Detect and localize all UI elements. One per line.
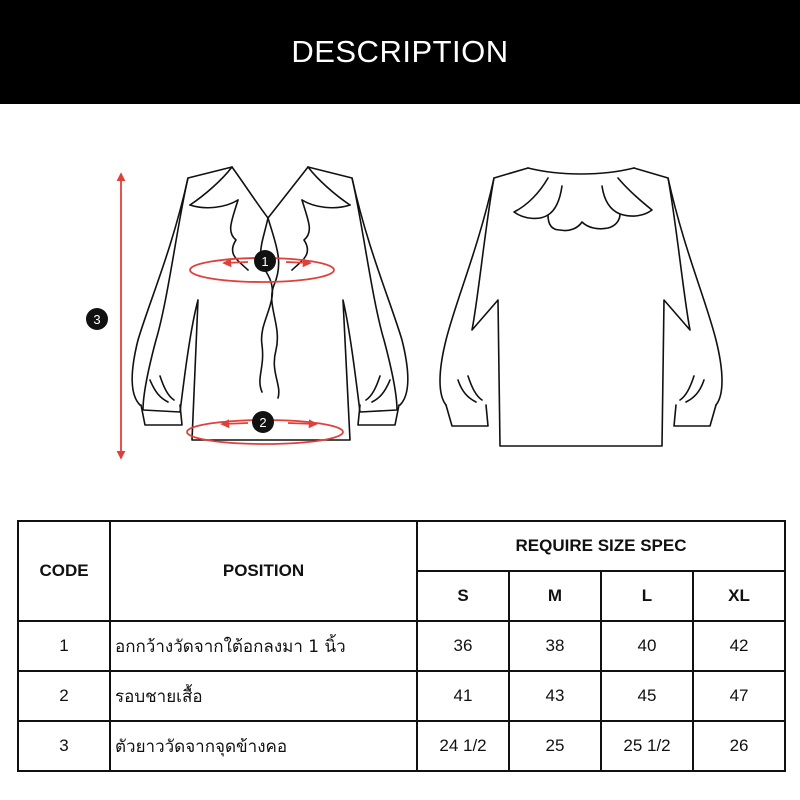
header-size-l: L — [601, 571, 693, 621]
front-blouse — [132, 167, 408, 440]
chest-arrow-right — [286, 262, 310, 263]
row-value-m: 43 — [509, 671, 601, 721]
svg-text:3: 3 — [93, 312, 101, 327]
row-value-s: 24 1/2 — [417, 721, 509, 771]
size-spec-table — [17, 520, 786, 772]
table-header-row — [18, 521, 785, 571]
row-value-xl: 47 — [693, 671, 785, 721]
row-value-l: 25 1/2 — [601, 721, 693, 771]
header-size-xl: XL — [693, 571, 785, 621]
row-value-xl: 26 — [693, 721, 785, 771]
hem-arrow-left — [222, 423, 248, 424]
table-row — [18, 671, 785, 721]
row-value-s: 41 — [417, 671, 509, 721]
header-require-size-spec: REQUIRE SIZE SPEC — [417, 521, 785, 571]
header-size-s: S — [417, 571, 509, 621]
row-value-xl: 42 — [693, 621, 785, 671]
marker-2 — [252, 411, 274, 433]
row-position: รอบชายเสื้อ — [110, 671, 417, 721]
svg-text:1: 1 — [261, 254, 269, 269]
row-code: 2 — [18, 671, 110, 721]
row-value-l: 45 — [601, 671, 693, 721]
garment-diagram — [0, 104, 800, 514]
marker-1 — [254, 250, 276, 272]
table-row — [18, 721, 785, 771]
svg-text:2: 2 — [259, 415, 267, 430]
page-header — [0, 0, 800, 104]
row-value-s: 36 — [417, 621, 509, 671]
row-code: 3 — [18, 721, 110, 771]
page-title: DESCRIPTION — [291, 34, 509, 69]
row-position: ตัวยาววัดจากจุดข้างคอ — [110, 721, 417, 771]
header-size-m: M — [509, 571, 601, 621]
row-value-m: 38 — [509, 621, 601, 671]
hem-arrow-right — [288, 423, 316, 424]
marker-3 — [86, 308, 108, 330]
row-value-l: 40 — [601, 621, 693, 671]
row-value-m: 25 — [509, 721, 601, 771]
row-code: 1 — [18, 621, 110, 671]
back-blouse — [440, 168, 722, 446]
chest-arrow-left — [224, 262, 248, 263]
table-row — [18, 621, 785, 671]
header-position: POSITION — [110, 521, 417, 621]
header-code: CODE — [18, 521, 110, 621]
row-position: อกกว้างวัดจากใต้อกลงมา 1 นิ้ว — [110, 621, 417, 671]
